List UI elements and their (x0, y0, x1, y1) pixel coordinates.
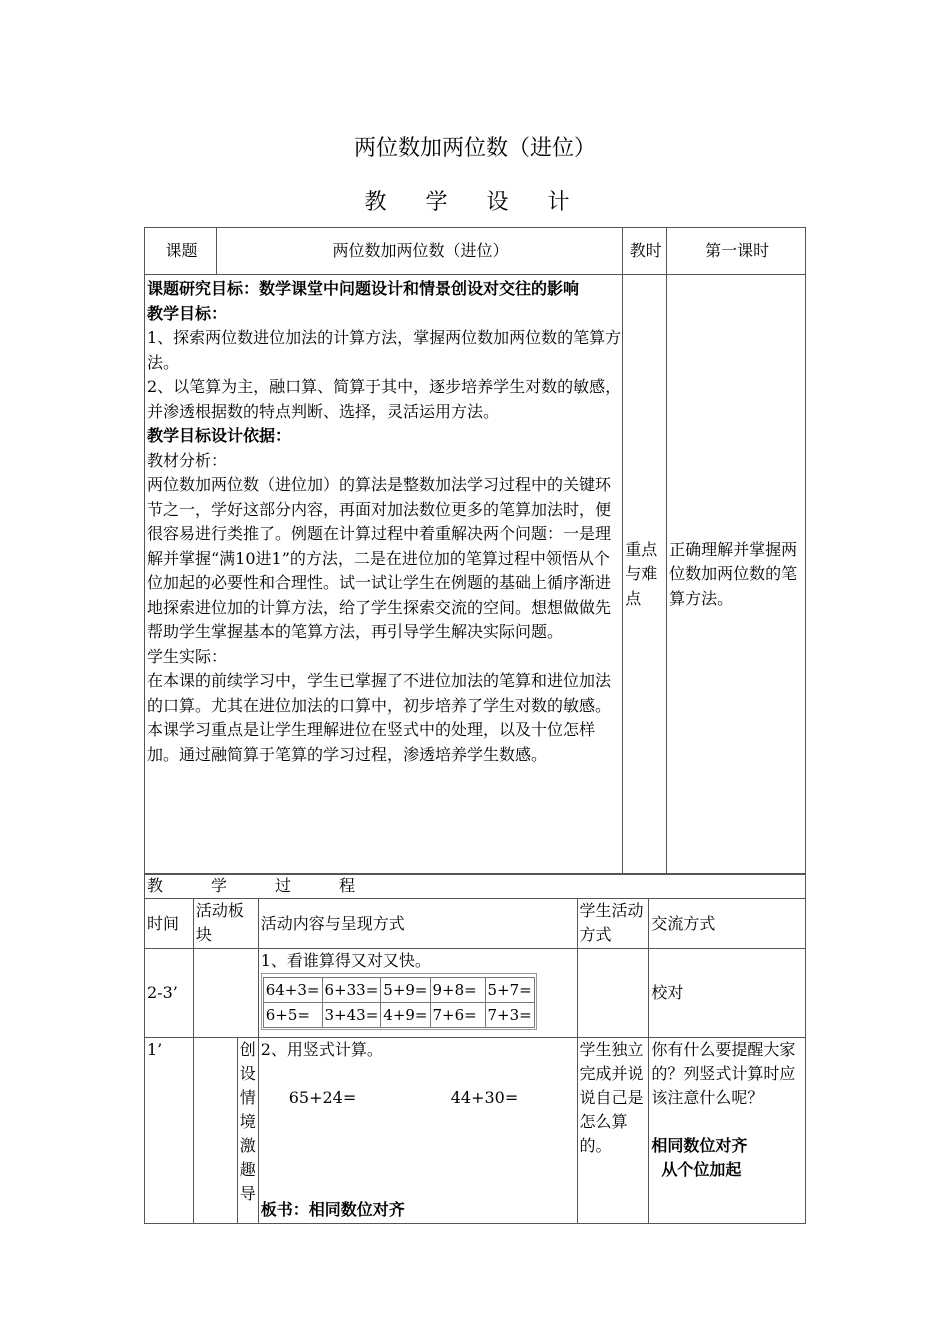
calc-cell: 4+9= (381, 1003, 430, 1028)
row2-exchange-point-2: 从个位加起 (661, 1160, 742, 1179)
row1-exchange: 校对 (649, 949, 806, 1038)
row2-student: 学生独立完成并说说自己是怎么算的。 (577, 1038, 649, 1224)
process-heading: 教 学 过 程 (145, 874, 806, 899)
calc-cell: 5+9= (381, 978, 430, 1003)
lesson-plan-table (144, 227, 806, 875)
topic-label: 课题 (145, 228, 217, 275)
row2-content-title: 2、用竖式计算。 (260, 1040, 383, 1059)
key-points: 正确理解并掌握两位数加两位数的笔算方法。 (667, 275, 806, 875)
row2-time: 1’ (145, 1038, 194, 1224)
calc-cell: 7+3= (485, 1003, 534, 1028)
teaching-goal-2: 2、以笔算为主，融口算、简算于其中，逐步培养学生对数的敏感，并渗透根据数的特点判断、选择，灵活运用方法。 (147, 377, 622, 421)
row1-content (258, 949, 577, 1038)
row2-exchange-question: 你有什么要提醒大家的？列竖式计算时应该注意什么呢？ (651, 1040, 796, 1107)
calc-cell: 6+5= (263, 1003, 322, 1028)
calc-cell: 9+8= (430, 978, 485, 1003)
calc-cell: 64+3= (263, 978, 322, 1003)
expr-2: 44+30= (450, 1088, 519, 1107)
calc-grid-frame (261, 973, 537, 1030)
col-content: 活动内容与呈现方式 (258, 899, 577, 949)
col-block: 活动板块 (193, 899, 258, 949)
textbook-analysis: 两位数加两位数（进位加）的算法是整数加法学习过程中的关键环节之一，学好这部分内容，再面对加法数位更多的笔算加法时，便很容易进行类推了。例题在计算过程中着重解决两个问题：一是理解并掌握“满10进1”的方法，二是在进位加的笔算过程中领悟从个位加起的必要性和合理性。试一试让学生在例题的基础上循序渐进地探索进位加的计算方法，给了学生探索交流的空间。想想做做先帮助学生掌握基本的笔算方法，再引导学生解决实际问题。 (147, 475, 612, 641)
expr-1: 65+24= (288, 1088, 357, 1107)
calc-grid (263, 977, 535, 1028)
student-label: 学生实际： (147, 646, 228, 666)
board-note: 板书：相同数位对齐 (260, 1200, 405, 1219)
col-time: 时间 (145, 899, 194, 949)
key-points-label: 重点与难点 (623, 275, 667, 875)
row2-content (258, 1038, 577, 1224)
row1-student (577, 949, 649, 1038)
teaching-goal-heading: 教学目标： (147, 303, 228, 323)
textbook-label: 教材分析： (147, 450, 228, 470)
topic-value: 两位数加两位数（进位） (216, 228, 622, 275)
period-label: 教时 (623, 228, 667, 275)
row2-exchange-point-1: 相同数位对齐 (651, 1136, 748, 1155)
calc-cell: 3+43= (322, 1003, 381, 1028)
calc-cell: 7+6= (430, 1003, 485, 1028)
page-subtitle: 教 学 设 计 (364, 190, 586, 215)
calc-cell: 6+33= (322, 978, 381, 1003)
row1-content-title: 1、看谁算得又对又快。 (260, 951, 431, 970)
col-student: 学生活动方式 (577, 899, 649, 949)
calc-cell: 5+7= (485, 978, 534, 1003)
process-table (144, 873, 806, 1224)
row1-block (193, 949, 258, 1038)
row1-time: 2-3’ (145, 949, 194, 1038)
col-exchange: 交流方式 (649, 899, 806, 949)
row2-block-vertical: 创设情境激趣导 (237, 1038, 258, 1224)
row2-block-left (193, 1038, 237, 1224)
page-title: 两位数加两位数（进位） (353, 136, 596, 161)
research-goal: 课题研究目标：数学课堂中问题设计和情景创设对交往的影响 (147, 279, 580, 298)
row2-exchange (649, 1038, 806, 1224)
goals-cell (145, 275, 623, 875)
basis-heading: 教学目标设计依据： (147, 426, 292, 445)
teaching-goal-1: 1、探索两位数进位加法的计算方法，掌握两位数加两位数的笔算方法。 (147, 328, 622, 372)
student-reality: 在本课的前续学习中，学生已掌握了不进位加法的笔算和进位加法的口算。尤其在进位加法的口算中，初步培养了学生对数的敏感。本课学习重点是让学生理解进位在竖式中的处理，以及十位怎样加。通过融简算于笔算的学习过程，渗透培养学生数感。 (147, 671, 612, 764)
period-value: 第一课时 (667, 228, 806, 275)
